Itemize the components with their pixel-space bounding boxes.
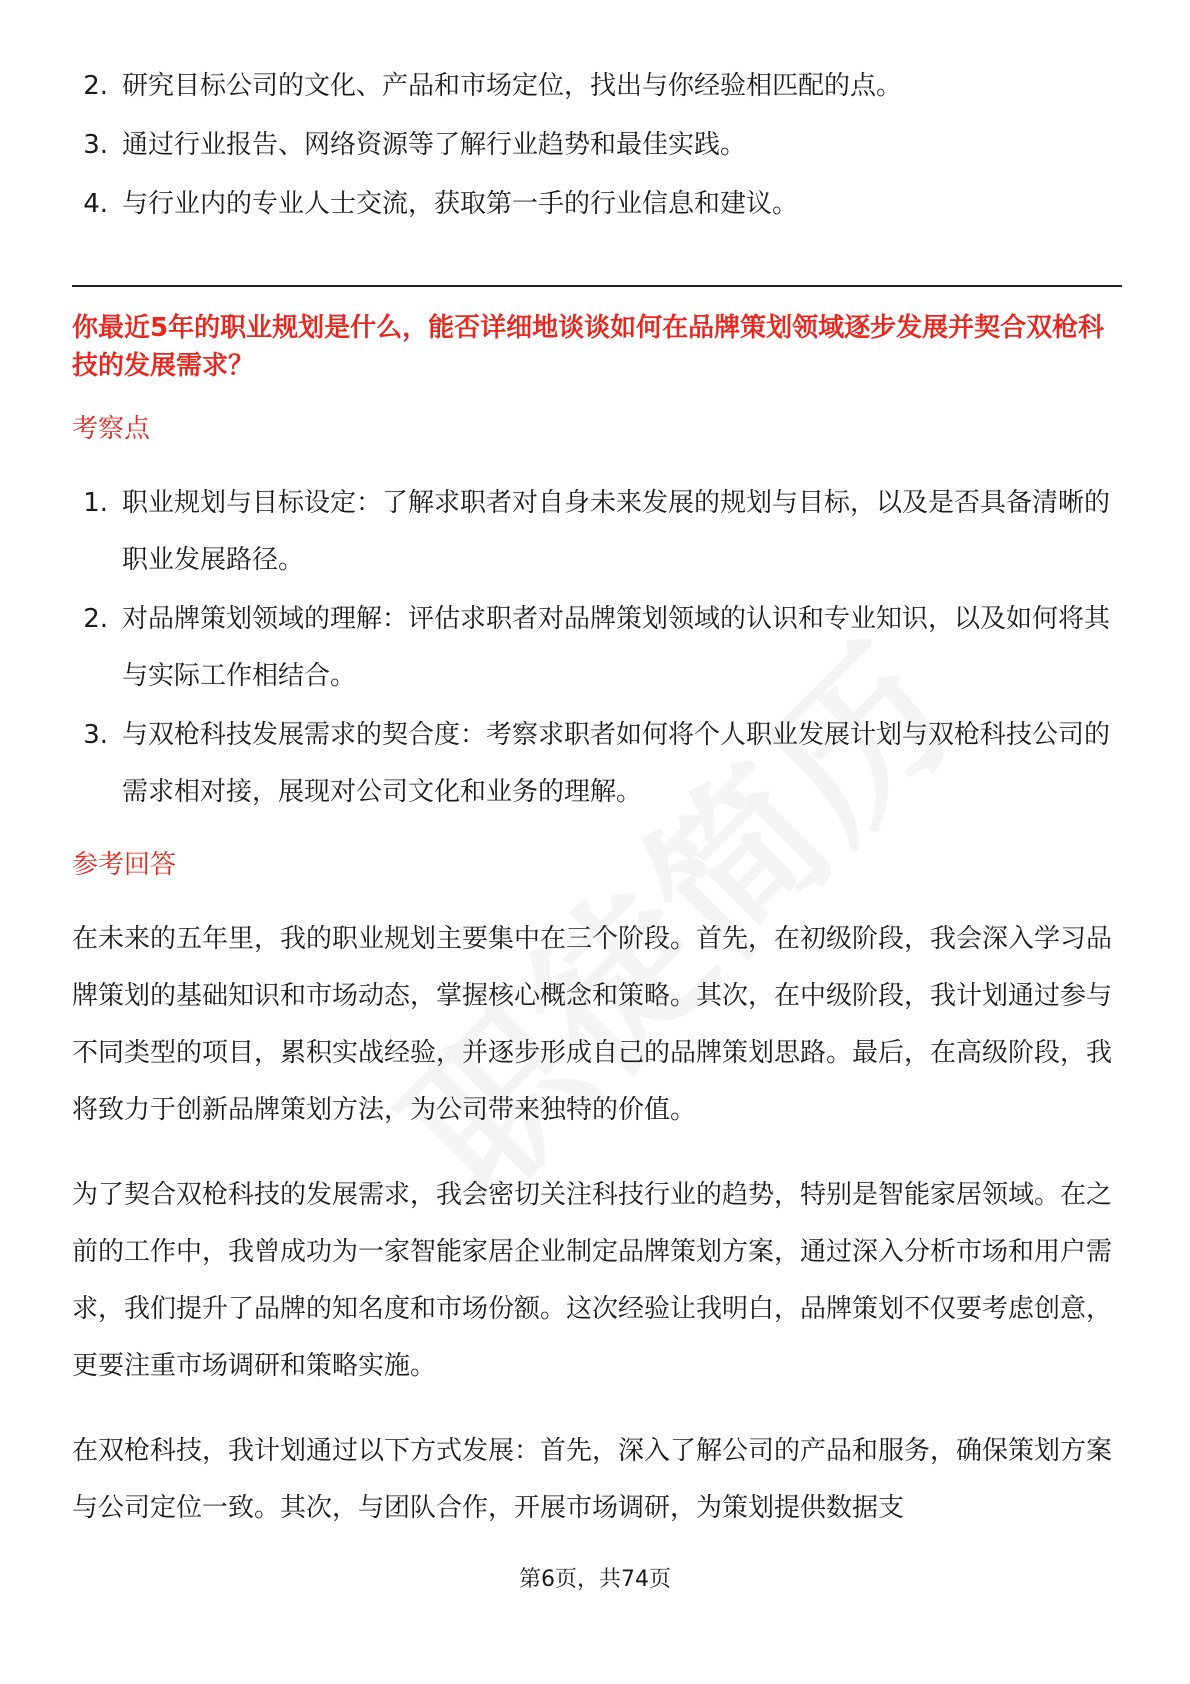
answer-paragraph: 为了契合双枪科技的发展需求，我会密切关注科技行业的趋势，特别是智能家居领域。在之前的工作中，我曾成功为一家智能家居企业制定品牌策划方案，通过深入分析市场和用户需求，我们提升了品牌的知名度和市场份额。这次经验让我明白，品牌策划不仅要考虑创意，更要注重市场调研和策略实施。 xyxy=(72,1180,1113,1381)
page-content xyxy=(72,58,1122,1537)
list-item xyxy=(72,475,1122,589)
list-text: 与双枪科技发展需求的契合度：考察求职者如何将个人职业发展计划与双枪科技公司的需求相对接，展现对公司文化和业务的理解。 xyxy=(122,720,1111,807)
list-item xyxy=(72,707,1122,821)
list-text: 职业规划与目标设定：了解求职者对自身未来发展的规划与目标，以及是否具备清晰的职业发展路径。 xyxy=(122,488,1111,575)
list-number: 3. xyxy=(83,130,108,160)
list-text: 对品牌策划领域的理解：评估求职者对品牌策划领域的认识和专业知识，以及如何将其与实际工作相结合。 xyxy=(122,604,1111,691)
list-text: 与行业内的专业人士交流，获取第一手的行业信息和建议。 xyxy=(122,189,799,219)
list-item xyxy=(72,591,1122,705)
answer-paragraph: 在未来的五年里，我的职业规划主要集中在三个阶段。首先，在初级阶段，我会深入学习品牌策划的基础知识和市场动态，掌握核心概念和策略。其次，在中级阶段，我计划通过参与不同类型的项目，累积实战经验，并逐步形成自己的品牌策划思路。最后，在高级阶段，我将致力于创新品牌策划方法，为公司带来独特的价值。 xyxy=(72,924,1113,1125)
assessment-heading: 考察点 xyxy=(72,414,151,444)
reference-answer-heading: 参考回答 xyxy=(72,850,177,880)
list-item xyxy=(72,58,1122,115)
section-divider xyxy=(72,285,1122,287)
previous-list xyxy=(72,58,1122,233)
list-number: 2. xyxy=(83,604,108,634)
list-text: 通过行业报告、网络资源等了解行业趋势和最佳实践。 xyxy=(122,130,747,160)
list-number: 3. xyxy=(83,720,108,750)
list-item xyxy=(72,176,1122,233)
list-item xyxy=(72,117,1122,174)
list-number: 2. xyxy=(83,71,108,101)
interview-question: 你最近5年的职业规划是什么，能否详细地谈谈如何在品牌策划领域逐步发展并契合双枪科技的发展需求？ xyxy=(72,313,1105,381)
assessment-list xyxy=(72,475,1122,821)
answer-paragraph: 在双枪科技，我计划通过以下方式发展：首先，深入了解公司的产品和服务，确保策划方案与公司定位一致。其次，与团队合作，开展市场调研，为策划提供数据支 xyxy=(72,1436,1113,1523)
list-text: 研究目标公司的文化、产品和市场定位，找出与你经验相匹配的点。 xyxy=(122,71,903,101)
page-number: 第6页，共74页 xyxy=(519,1567,671,1592)
reference-answer xyxy=(72,911,1122,1537)
list-number: 4. xyxy=(83,189,108,219)
list-number: 1. xyxy=(83,488,108,518)
